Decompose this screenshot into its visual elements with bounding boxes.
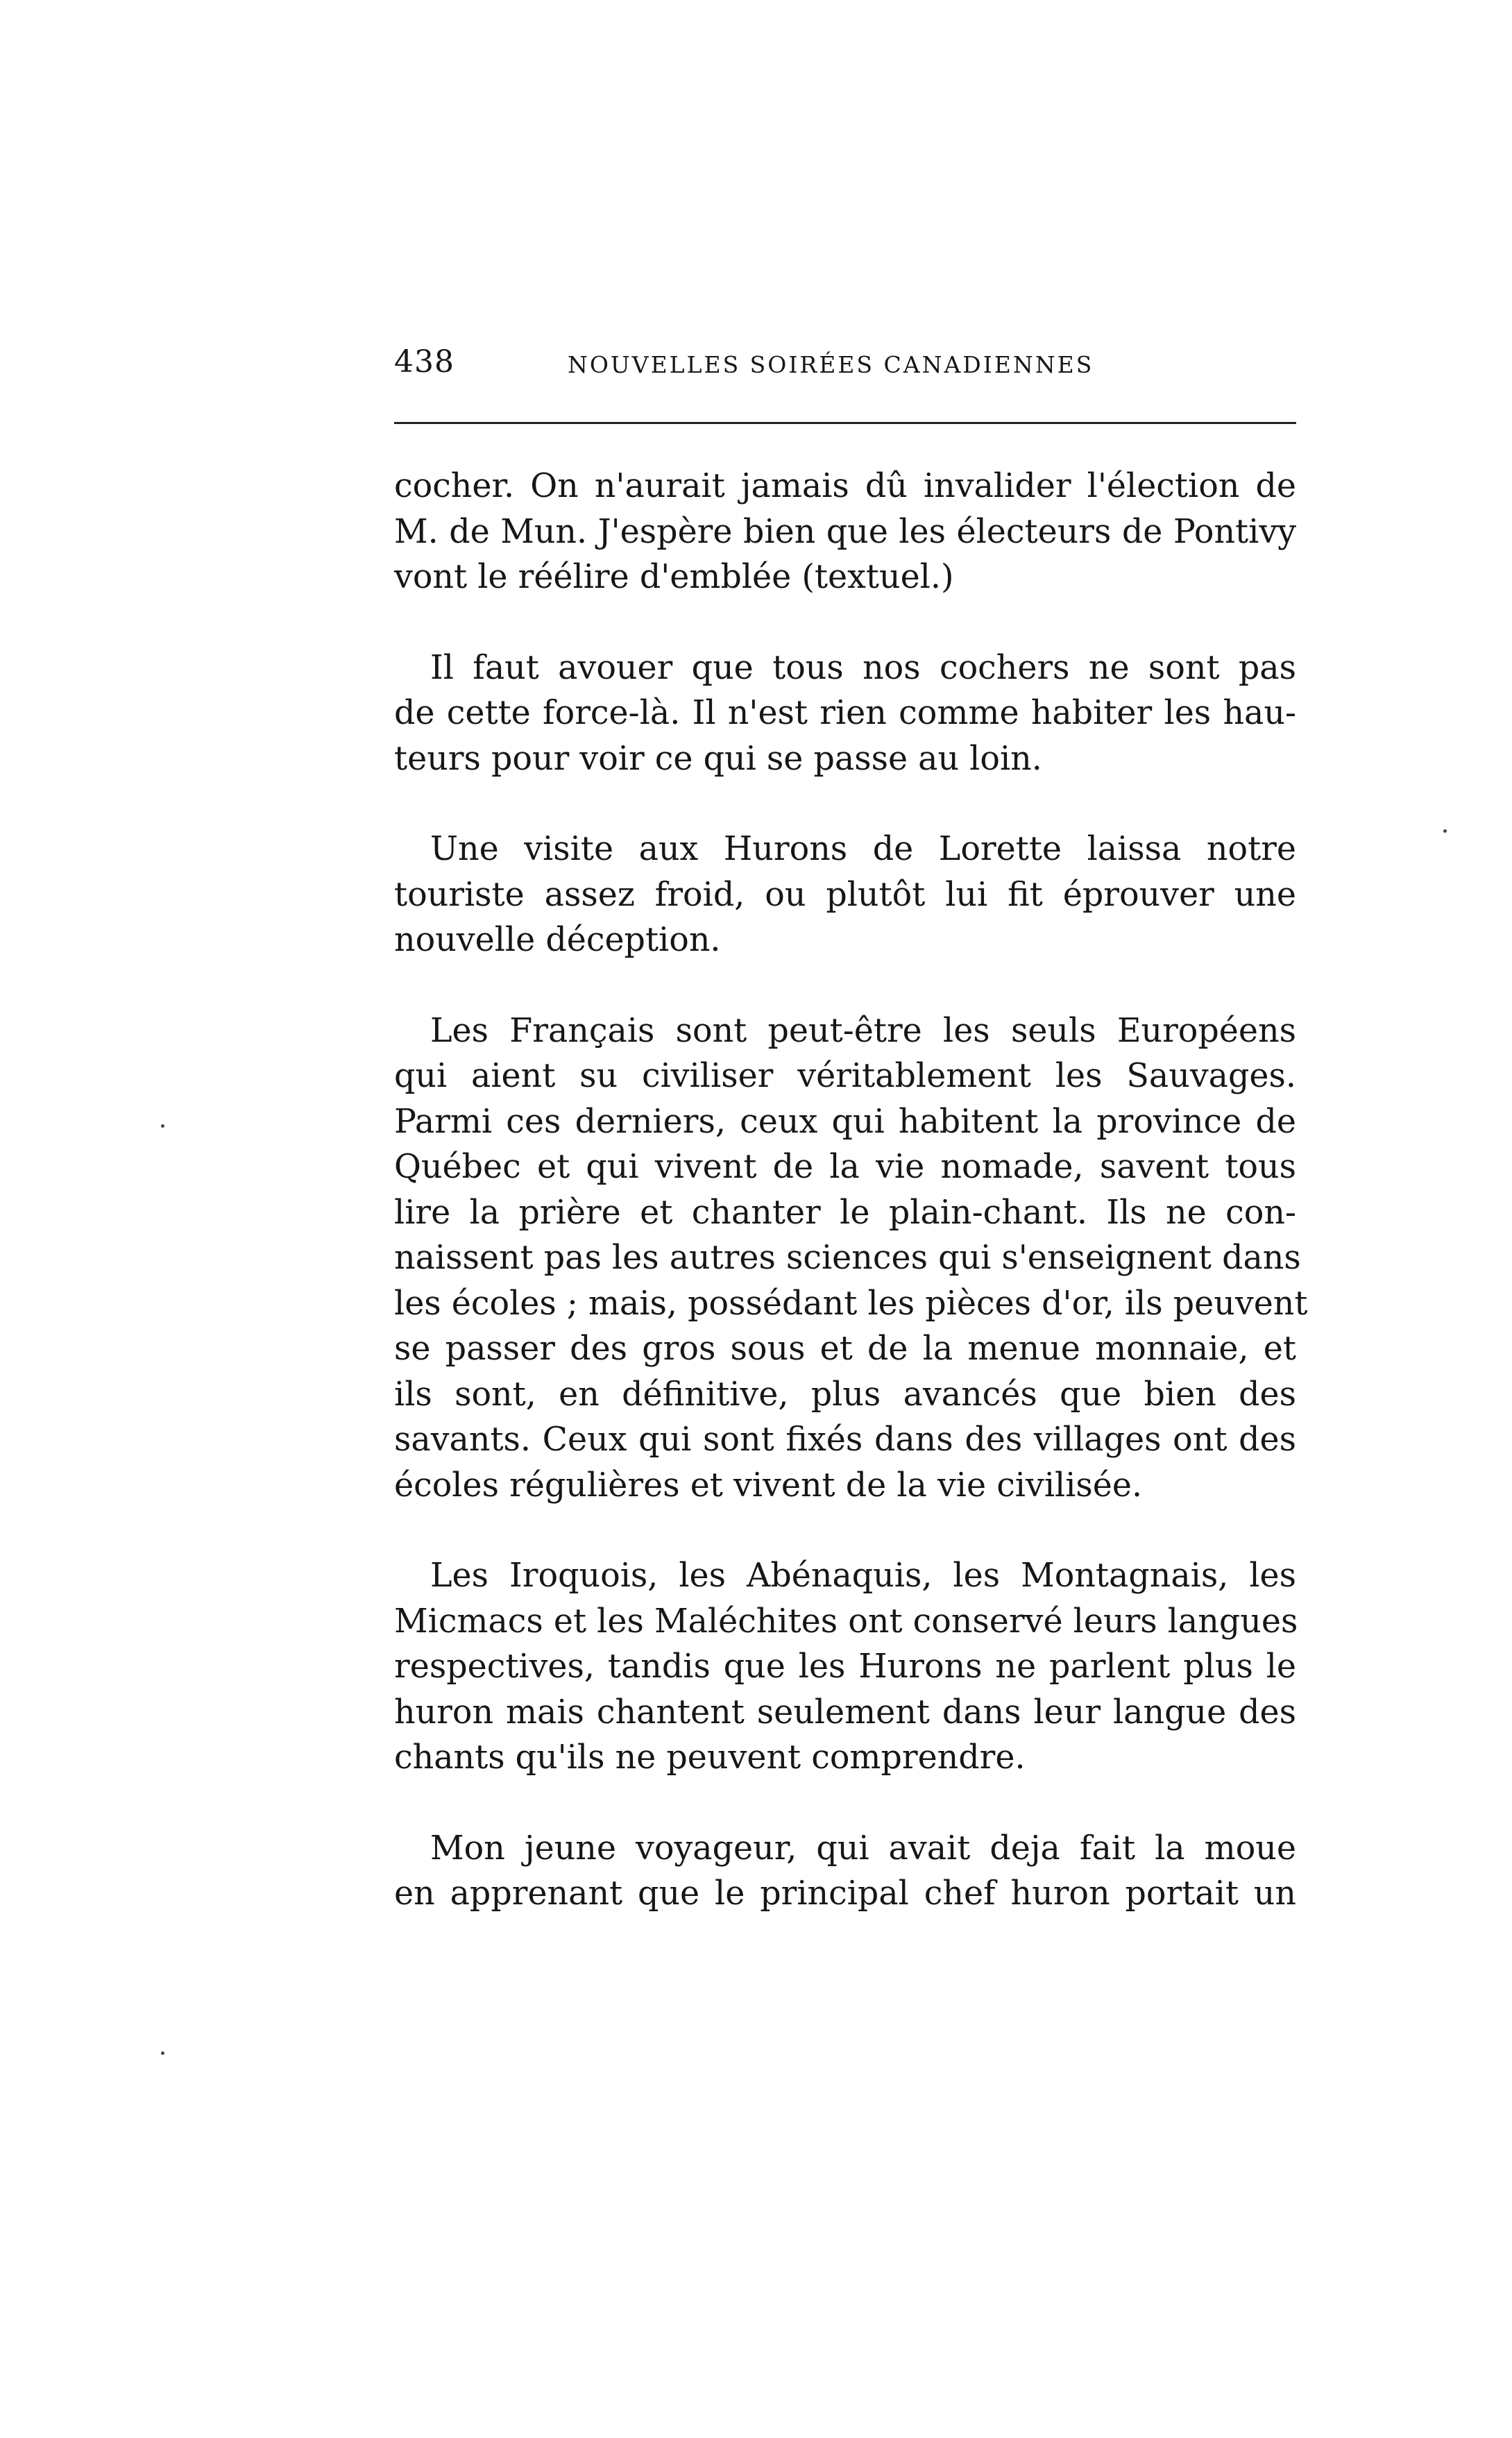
text-line: Micmacs et les Maléchites ont conservé leurs langues [394,1602,1298,1641]
text-line: vont le réélire d'emblée (textuel.) [394,558,954,596]
text-line: Les Français sont peut-être les seuls Européens [430,1011,1296,1050]
paragraph-4 [394,1008,1308,1509]
text-line: Parmi ces derniers, ceux qui habitent la province de [394,1102,1296,1141]
page-speck [161,2051,164,2055]
text-line: M. de Mun. J'espère bien que les électeurs de Pontivy [394,512,1296,551]
paragraph-6 [394,1826,1296,1917]
text-line: ils sont, en définitive, plus avancés que bien des [394,1375,1296,1414]
text-line: Il faut avouer que tous nos cochers ne sont pas [430,648,1296,687]
text-line: Mon jeune voyageur, qui avait deja fait la moue [430,1829,1296,1868]
text-line: touriste assez froid, ou plutôt lui fit éprouver une [394,875,1296,914]
text-line: naissent pas les autres sciences qui s'enseignent dans [394,1239,1301,1277]
text-line: cocher. On n'aurait jamais dû invalider l'élection de [394,467,1296,505]
paragraph-5 [394,1553,1296,1781]
text-line: Québec et qui vivent de la vie nomade, savent tous [394,1148,1296,1186]
text-line: teurs pour voir ce qui se passe au loin. [394,739,1042,778]
page-number: 438 [394,344,455,380]
text-line: nouvelle déception. [394,921,721,959]
header-rule [394,422,1296,424]
paragraph-1 [394,464,1296,600]
text-line: se passer des gros sous et de la menue monnaie, et [394,1330,1296,1368]
text-line: huron mais chantent seulement dans leur langue des [394,1693,1296,1732]
page-speck [1443,829,1447,833]
running-title: NOUVELLES SOIRÉES CANADIENNES [568,351,1094,378]
body-text [394,464,1308,1917]
text-line: Les Iroquois, les Abénaquis, les Montagnais, les [430,1557,1296,1595]
text-line: les écoles ; mais, possédant les pièces d'or, ils peuvent [394,1284,1308,1323]
text-line: respectives, tandis que les Hurons ne parlent plus le [394,1648,1296,1686]
text-line: savants. Ceux qui sont fixés dans des villages ont des [394,1421,1296,1459]
text-line: qui aient su civiliser véritablement les Sauvages. [394,1057,1296,1095]
page-speck [161,1124,164,1128]
page-header [394,341,1293,383]
text-line: lire la prière et chanter le plain-chant. Ils ne con- [394,1193,1296,1232]
text-line: en apprenant que le principal chef huron portait un [394,1874,1296,1913]
text-line: chants qu'ils ne peuvent comprendre. [394,1738,1026,1777]
paragraph-2 [394,645,1296,782]
text-line: de cette force-là. Il n'est rien comme habiter les hau- [394,694,1296,732]
text-line: Une visite aux Hurons de Lorette laissa notre [430,830,1296,868]
text-line: écoles régulières et vivent de la vie civilisée. [394,1466,1143,1505]
paragraph-3 [394,827,1296,963]
